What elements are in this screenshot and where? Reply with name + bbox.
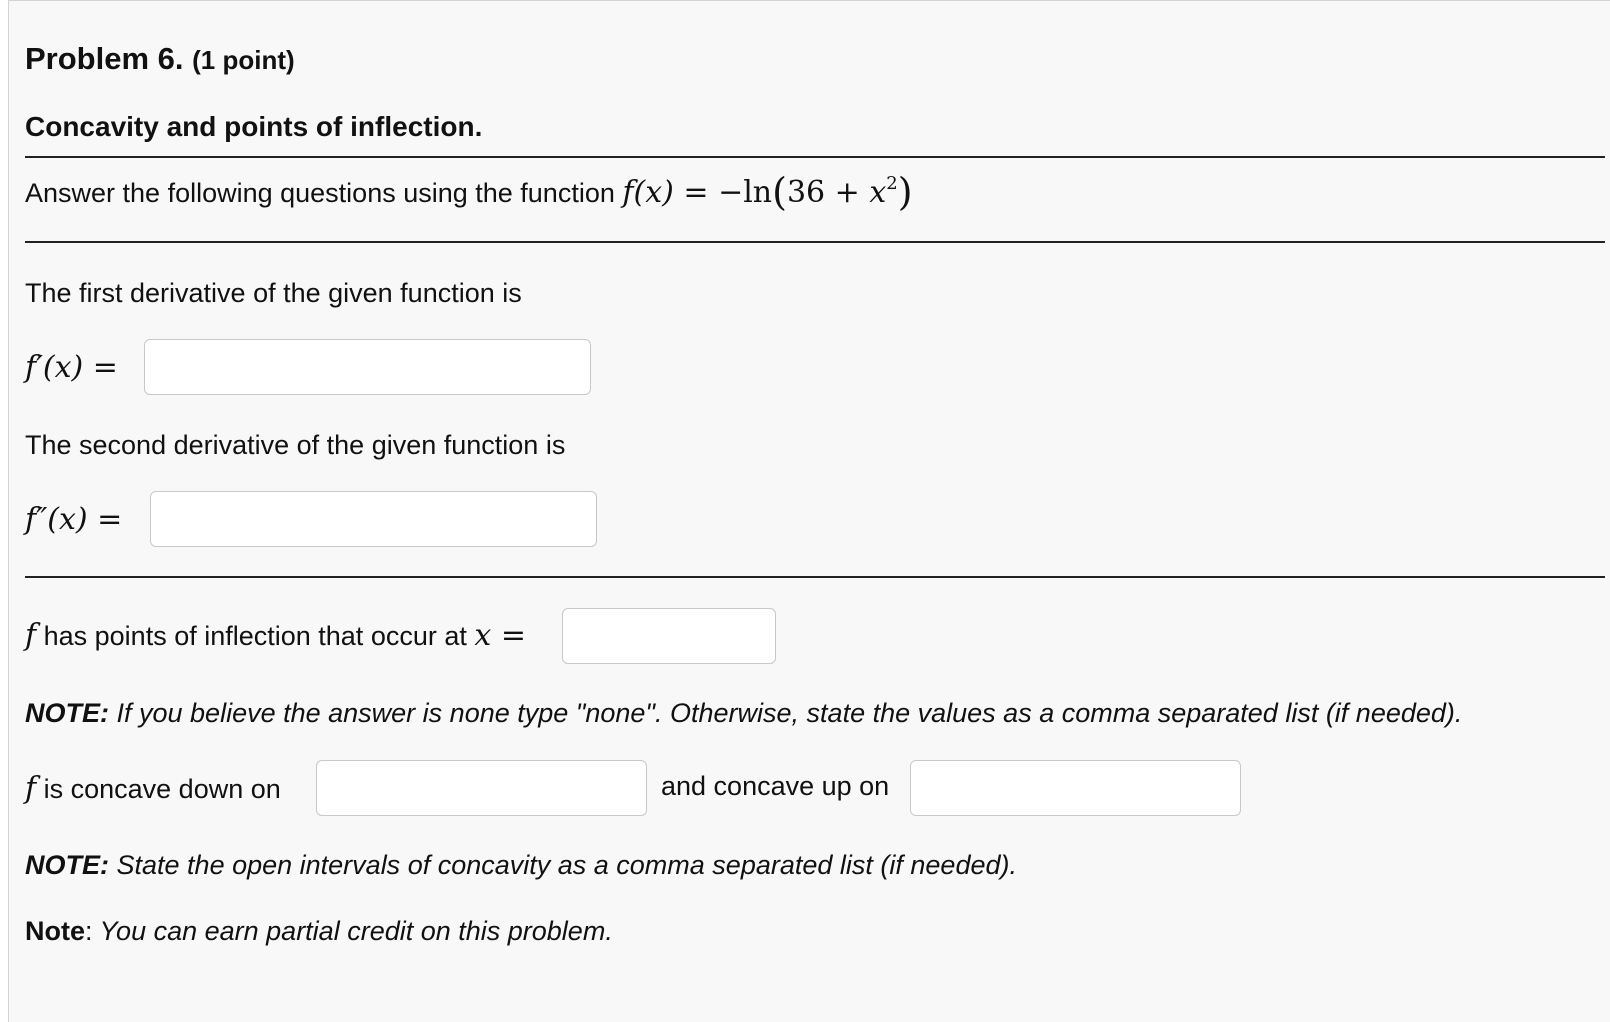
divider-top	[25, 156, 1605, 158]
concave-f: f	[25, 771, 37, 806]
first-derivative-input[interactable]	[144, 339, 591, 395]
note-partial-credit	[25, 916, 613, 947]
note-inflection	[25, 698, 1462, 729]
problem-subtitle: Concavity and points of inflection.	[25, 111, 483, 142]
divider-middle	[25, 241, 1605, 243]
problem-title	[25, 41, 295, 77]
inflection-text: has points of inflection that occur at	[36, 621, 475, 651]
function-variable: x	[869, 175, 887, 210]
concave-down-text: is concave down on	[36, 774, 281, 804]
first-derivative-prompt: The first derivative of the given function is	[25, 278, 522, 308]
function-lhs: f(x)	[622, 175, 674, 210]
function-exponent: 2	[886, 173, 898, 194]
function-negation: −	[718, 175, 744, 210]
problem-points: (1 point)	[192, 45, 295, 75]
note-inflection-label: NOTE:	[25, 698, 109, 728]
inflection-f: f	[25, 618, 37, 653]
second-derivative-prompt: The second derivative of the given function is	[25, 430, 566, 460]
note-concavity-text: State the open intervals of concavity as a comma separated list (if needed).	[109, 850, 1017, 880]
note-partial-text: You can earn partial credit on this problem.	[92, 916, 613, 946]
intro-text: Answer the following questions using the function	[25, 178, 615, 208]
function-equals: =	[683, 175, 709, 210]
note-inflection-text: If you believe the answer is none type "none". Otherwise, state the values as a comma separated list (if needed).	[109, 698, 1463, 728]
note-concavity-label: NOTE:	[25, 850, 109, 880]
note-partial-label: Note	[25, 916, 85, 946]
concave-up-text: and concave up on	[661, 771, 890, 801]
inflection-points-input[interactable]	[562, 608, 776, 664]
intro-line	[25, 167, 913, 214]
close-paren: )	[897, 170, 913, 214]
function-ln: ln	[743, 175, 773, 210]
inflection-line	[25, 618, 526, 653]
concave-down-input[interactable]	[316, 760, 647, 816]
function-definition	[622, 170, 913, 214]
concave-up-input[interactable]	[910, 760, 1241, 816]
function-constant: 36 +	[786, 175, 870, 210]
second-derivative-label: f″(x) =	[25, 502, 123, 537]
concave-down-line	[25, 771, 281, 806]
divider-bottom	[25, 576, 1605, 578]
note-concavity	[25, 850, 1017, 881]
note-partial-colon: :	[85, 916, 93, 946]
open-paren: (	[772, 170, 787, 214]
first-derivative-label: f′(x) =	[25, 350, 118, 385]
second-derivative-input[interactable]	[150, 491, 597, 547]
problem-number: Problem 6.	[25, 41, 184, 76]
inflection-var: x =	[474, 618, 526, 653]
problem-panel	[8, 0, 1610, 1022]
